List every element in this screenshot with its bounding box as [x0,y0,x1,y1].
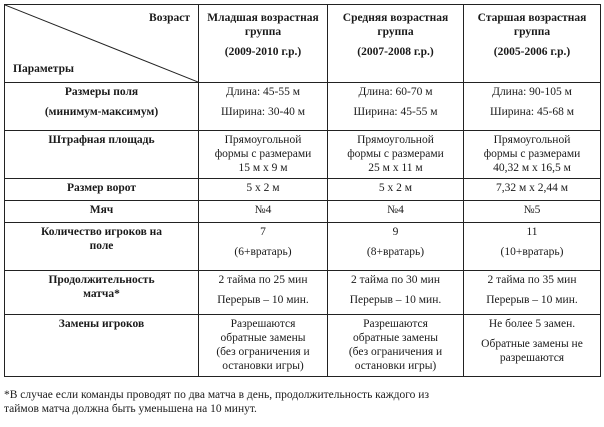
group-title: Средняя возрастная группа [342,12,449,38]
value-cell [199,271,328,315]
value-cell [199,223,328,271]
diagonal-header-cell [5,5,199,83]
age-header-label: Возраст [149,12,190,24]
value-cell: 5 х 2 м [328,179,464,201]
param-label: Штрафная площадь [48,134,155,146]
value-text: Длина: 90-105 м [492,86,572,98]
param-cell [5,131,199,179]
value-cell: №4 [199,201,328,223]
value-text: 2 тайма по 25 мин [218,274,308,286]
row-ball [5,201,601,223]
value-text: Прямоугольной [493,134,571,146]
param-label: Продолжительность [48,274,155,286]
age-groups-table [4,4,601,377]
value-text: обратные замены [353,332,438,344]
value-text: Перерыв – 10 мин. [217,294,309,306]
group-header-junior [199,5,328,83]
param-label: поле [89,240,114,252]
value-cell [464,315,601,377]
value-cell: №5 [464,201,601,223]
value-cell [328,83,464,131]
value-text: Прямоугольной [224,134,302,146]
param-label: Размеры поля [64,86,139,98]
value-cell [464,223,601,271]
group-years: (2005-2006 г.р.) [493,46,571,58]
value-text: 25 м х 11 м [368,162,423,174]
footnote [4,388,600,416]
value-text: Обратные замены не [481,338,583,350]
value-cell [464,131,601,179]
value-cell [199,315,328,377]
value-cell: 7,32 м х 2,44 м [464,179,601,201]
value-text: Ширина: 45-55 м [353,106,438,118]
value-text: Ширина: 30-40 м [221,106,305,118]
row-substitutions [5,315,601,377]
param-cell [5,83,199,131]
param-cell: Мяч [5,201,199,223]
value-text: 11 [526,226,538,238]
param-cell: Замены игроков [5,315,199,377]
value-text: 15 м х 9 м [238,162,288,174]
param-cell: Размер ворот [5,179,199,201]
value-text: остановки игры) [354,360,437,372]
value-text: Разрешаются [363,318,428,330]
param-label: Количество игроков на [40,226,163,238]
param-cell [5,223,199,271]
value-text: 2 тайма по 30 мин [351,274,440,286]
value-text: (6+вратарь) [234,246,292,258]
group-header-senior [464,5,601,83]
value-text: формы с размерами [347,148,444,160]
row-goal-size [5,179,601,201]
value-text: Перерыв – 10 мин. [349,294,442,306]
row-match-duration [5,271,601,315]
value-cell [199,131,328,179]
value-text: разрешаются [499,352,565,364]
value-text: Разрешаются [230,318,296,330]
params-header-label: Параметры [13,63,74,75]
value-cell [328,271,464,315]
group-title: Старшая возрастная группа [477,12,587,38]
param-label: матча* [83,288,120,300]
param-label: (минимум-максимум) [44,106,159,118]
value-text: 7 [260,226,266,238]
value-cell [328,131,464,179]
row-players-count [5,223,601,271]
value-text: формы с размерами [483,148,581,160]
row-penalty-area [5,131,601,179]
value-text: Длина: 45-55 м [225,86,301,98]
group-title: Младшая возрастная группа [207,12,319,38]
value-text: (без ограничения и [216,346,310,358]
value-text: обратные замены [220,332,306,344]
param-cell [5,271,199,315]
value-text: 2 тайма по 35 мин [487,274,577,286]
footnote-text: таймов матча должна быть уменьшена на 10 минут. [4,403,257,415]
value-text: 40,32 м х 16,5 м [493,162,571,174]
value-cell [199,83,328,131]
value-text: Перерыв – 10 мин. [486,294,578,306]
value-text: (10+вратарь) [500,246,564,258]
value-cell: №4 [328,201,464,223]
row-field-size [5,83,601,131]
value-text: формы с размерами [214,148,312,160]
value-cell: 5 х 2 м [199,179,328,201]
group-years: (2007-2008 г.р.) [357,46,434,58]
value-text: 9 [392,226,399,238]
value-text: (без ограничения и [348,346,443,358]
value-cell [464,271,601,315]
value-text: Ширина: 45-68 м [490,106,574,118]
value-text: Прямоугольной [357,134,434,146]
value-cell [328,223,464,271]
value-text: (8+вратарь) [366,246,425,258]
footnote-text: *В случае если команды проводят по два матча в день, продолжительность каждого из [4,389,430,401]
value-text: Длина: 60-70 м [358,86,433,98]
header-row [5,5,601,83]
value-text: Не более 5 замен. [488,318,576,330]
value-text: остановки игры) [222,360,304,372]
group-header-middle [328,5,464,83]
group-years: (2009-2010 г.р.) [224,46,302,58]
value-cell [464,83,601,131]
value-cell [328,315,464,377]
